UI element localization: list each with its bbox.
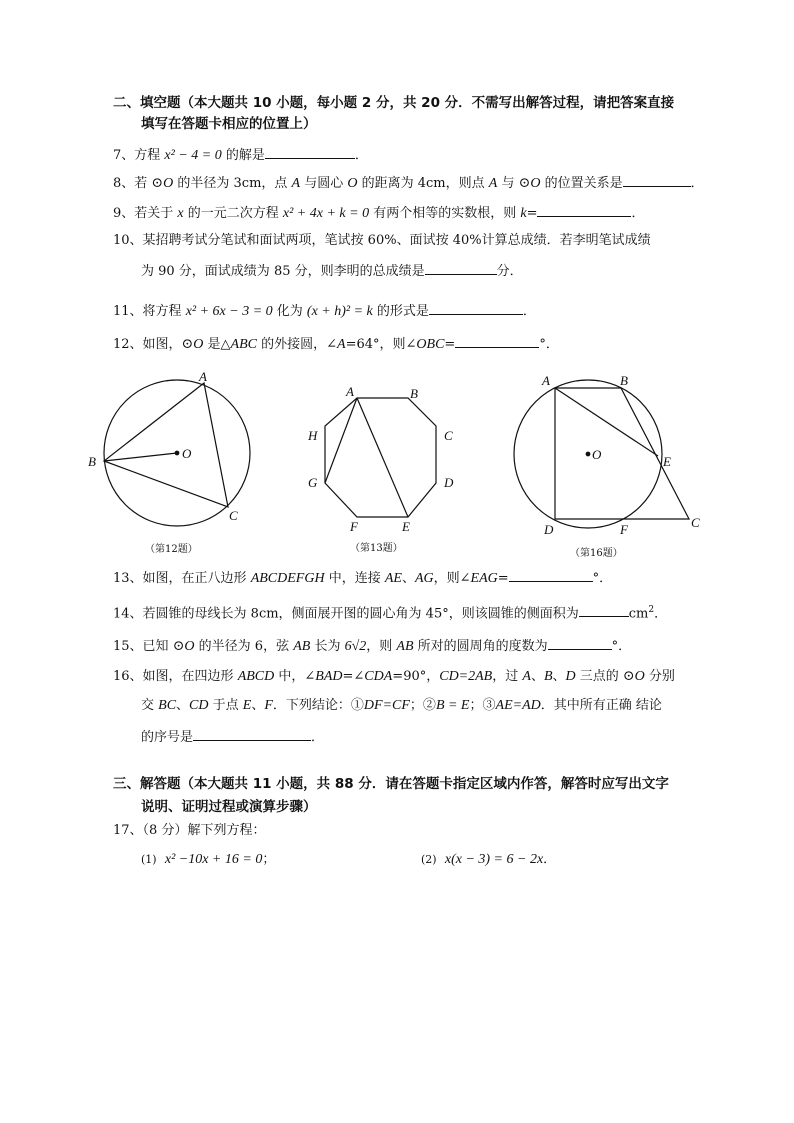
question-15: 15、已知 ⊙O 的半径为 6，弦 AB 长为 6√2，则 AB 所对的圆周角的度数为 °．	[113, 636, 631, 656]
label-C: C	[229, 508, 238, 523]
center-point	[586, 452, 590, 456]
question-17-part1: (1) x² −10x + 16 = 0；	[141, 852, 276, 867]
section-3-title-line1: 三、解答题（本大题共 11 小题，共 88 分．请在答题卡指定区域内作答，解答时应写出文字	[113, 776, 669, 792]
answer-blank[interactable]	[509, 568, 593, 582]
label-A: A	[199, 369, 207, 384]
figure-13-caption: （第13题）	[350, 543, 403, 554]
segment-ag	[325, 398, 357, 483]
figure-12	[104, 380, 250, 526]
label-A: A	[542, 373, 550, 388]
equation: x² − 4 = 0	[164, 148, 222, 163]
label-E: E	[663, 454, 671, 469]
answer-blank[interactable]	[193, 727, 311, 741]
question-17-title: 17、（8 分）解下列方程：	[113, 823, 266, 838]
figure-16-caption: （第16题）	[570, 548, 623, 559]
question-13: 13、如图，在正八边形 ABCDEFGH 中，连接 AE、AG，则∠EAG= °．	[113, 568, 612, 588]
answer-blank[interactable]	[548, 636, 612, 650]
section-3-title-line2: 说明、证明过程或演算步骤）	[141, 799, 317, 815]
label-F: F	[620, 522, 628, 537]
question-9: 9、若关于 x 的一元二次方程 x² + 4x + k = 0 有两个相等的实数根，则 k= ．	[113, 203, 644, 223]
question-10-line1: 10、某招聘考试分笔试和面试两项，笔试按 60%、面试按 40%计算总成绩．若李明笔试成绩	[113, 233, 651, 248]
question-8: 8、若 ⊙O 的半径为 3cm，点 A 与圆心 O 的距离为 4cm，则点 A 与 ⊙O 的位置关系是 ．	[113, 173, 704, 193]
triangle-abc	[104, 383, 228, 507]
octagon	[325, 398, 436, 517]
center-point	[175, 451, 179, 455]
label-F: F	[350, 519, 358, 534]
section-2-title-line1: 二、填空题（本大题共 10 小题，每小题 2 分，共 20 分．不需写出解答过程，请把答案直接	[113, 95, 675, 111]
segment-ae	[357, 398, 408, 517]
question-17-part2: (2) x(x − 3) = 6 − 2x．	[421, 852, 557, 867]
figure-13	[325, 398, 436, 517]
label-H: H	[308, 428, 318, 443]
label-B: B	[88, 454, 96, 469]
label-C: C	[691, 515, 700, 530]
question-11: 11、将方程 x² + 6x − 3 = 0 化为 (x + h)² = k 的形式是 ．	[113, 301, 536, 321]
label-B: B	[410, 386, 418, 401]
label-G: G	[308, 475, 318, 490]
label-E: E	[402, 519, 410, 534]
question-12: 12、如图，⊙O 是△ABC 的外接圆，∠A=64°，则∠OBC= °．	[113, 334, 559, 354]
question-14: 14、若圆锥的母线长为 8cm，侧面展开图的圆心角为 45°，则该圆锥的侧面积为 $cm^2$．	[113, 605, 668, 622]
question-16-line2: 交 BC、CD 于点 E、F．下列结论：①DF=CF；②B = E；③AE=AD．其中所有正确 结论	[141, 698, 662, 713]
label-O: O	[182, 446, 192, 461]
label-A: A	[346, 384, 354, 399]
segment-ob	[104, 453, 177, 461]
question-16-line1: 16、如图，在四边形 ABCD 中，∠BAD=∠CDA=90°，CD=2AB，过 A、B、D 三点的 ⊙O 分别	[113, 669, 675, 684]
answer-blank[interactable]	[579, 603, 629, 617]
label-D: D	[444, 475, 454, 490]
label-B: B	[620, 373, 628, 388]
label-C: C	[444, 428, 453, 443]
question-10-line2: 为 90 分，面试成绩为 85 分，则李明的总成绩是 分．	[141, 261, 523, 281]
question-7: 7、方程 x² − 4 = 0 的解是 ．	[113, 145, 368, 165]
segment-ae	[555, 388, 658, 456]
label-D: D	[544, 522, 554, 537]
figures	[0, 0, 794, 560]
section-2-title-line2: 填写在答题卡相应的位置上）	[141, 116, 317, 132]
question-16-line3: 的序号是 ．	[141, 727, 324, 747]
figure-12-caption: （第12题）	[145, 544, 198, 555]
label-O: O	[592, 447, 602, 462]
